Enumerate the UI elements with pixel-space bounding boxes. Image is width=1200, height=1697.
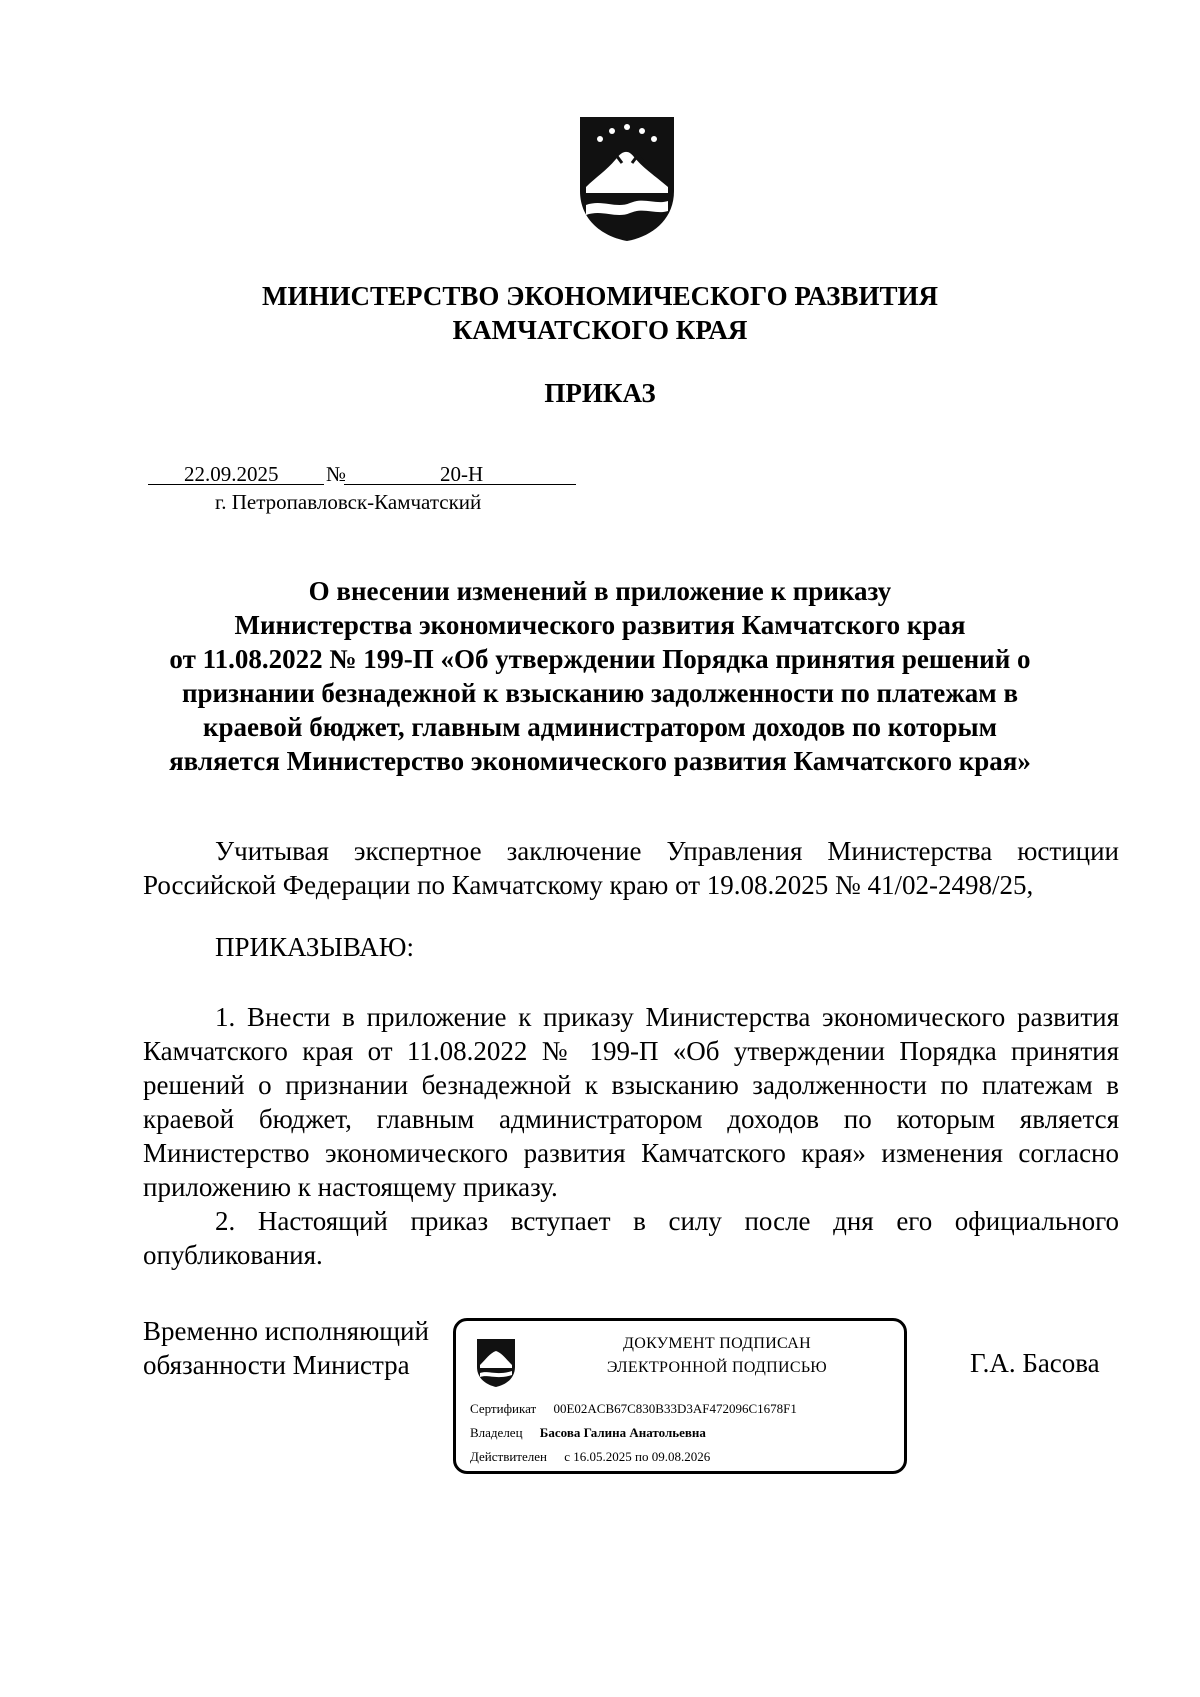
owner-label: Владелец bbox=[470, 1425, 523, 1440]
organization-name bbox=[0, 279, 1200, 347]
order-word-paragraph bbox=[143, 930, 1119, 964]
valid-label: Действителен bbox=[470, 1449, 547, 1464]
stamp-certificate bbox=[470, 1401, 797, 1417]
title-line: является Министерство экономического развития Камчатского края» bbox=[169, 746, 1031, 776]
cert-value: 00E02ACB67C830B33D3AF472096C1678F1 bbox=[553, 1401, 797, 1416]
date-number-line bbox=[148, 458, 576, 488]
position-line-2: обязанности Министра bbox=[143, 1350, 410, 1380]
title-line: краевой бюджет, главным администратором доходов по которым bbox=[202, 712, 998, 742]
signatory-position bbox=[143, 1314, 429, 1382]
title-line: от 11.08.2022 № 199-П «Об утверждении Порядка принятия решений о bbox=[169, 644, 1031, 674]
number-sign: № bbox=[326, 462, 347, 486]
org-line-2: КАМЧАТСКОГО КРАЯ bbox=[452, 315, 748, 345]
preamble-paragraph bbox=[143, 834, 1119, 902]
order-word: ПРИКАЗЫВАЮ: bbox=[215, 932, 414, 962]
org-line-1: МИНИСТЕРСТВО ЭКОНОМИЧЕСКОГО РАЗВИТИЯ bbox=[262, 281, 938, 311]
stamp-emblem-icon bbox=[474, 1337, 518, 1387]
stamp-title-1: ДОКУМЕНТ ПОДПИСАН bbox=[623, 1335, 811, 1352]
title-line: признании безнадежной к взысканию задолженности по платежам в bbox=[181, 678, 1019, 708]
document-number: 20-Н bbox=[440, 462, 484, 486]
position-line-1: Временно исполняющий bbox=[143, 1316, 429, 1346]
title-line: Министерства экономического развития Камчатского края bbox=[234, 610, 966, 640]
title-line: О внесении изменений в приложение к приказу bbox=[308, 576, 892, 606]
cert-label: Сертификат bbox=[470, 1401, 537, 1416]
city: г. Петропавловск-Камчатский bbox=[215, 490, 482, 514]
order-item-2: 2. Настоящий приказ вступает в силу после дня его официального опубликования. bbox=[143, 1206, 1119, 1270]
owner-value: Басова Галина Анатольевна bbox=[539, 1425, 706, 1440]
preamble-text: Учитывая экспертное заключение Управления Министерства юстиции Российской Федерации по Камчатскому краю от 19.08.2025 № 41/02-2498/25, bbox=[143, 836, 1119, 900]
order-items bbox=[143, 1000, 1119, 1272]
signatory-name: Г.А. Басова bbox=[970, 1348, 1100, 1378]
document-title bbox=[140, 574, 1060, 778]
document-date: 22.09.2025 bbox=[184, 462, 279, 486]
kamchatka-emblem-icon bbox=[572, 113, 682, 243]
stamp-title-2: ЭЛЕКТРОННОЙ ПОДПИСЬЮ bbox=[606, 1359, 828, 1376]
electronic-signature-stamp bbox=[453, 1318, 907, 1474]
order-item-1: 1. Внести в приложение к приказу Министерства экономического развития Камчатского края от 11.08.2022 № 199-П «Об утверждении Порядка принятия решений о признании безнадежной к взысканию задолженности по платежам в краевой бюджет, главным администратором доходов по которым является Министерство экономического развития Камчатского края» изменения согласно приложению к настоящему приказу. bbox=[143, 1002, 1119, 1202]
document-type: ПРИКАЗ bbox=[544, 378, 656, 408]
stamp-validity bbox=[470, 1449, 710, 1465]
valid-value: с 16.05.2025 по 09.08.2026 bbox=[564, 1449, 711, 1464]
stamp-owner bbox=[470, 1425, 706, 1441]
